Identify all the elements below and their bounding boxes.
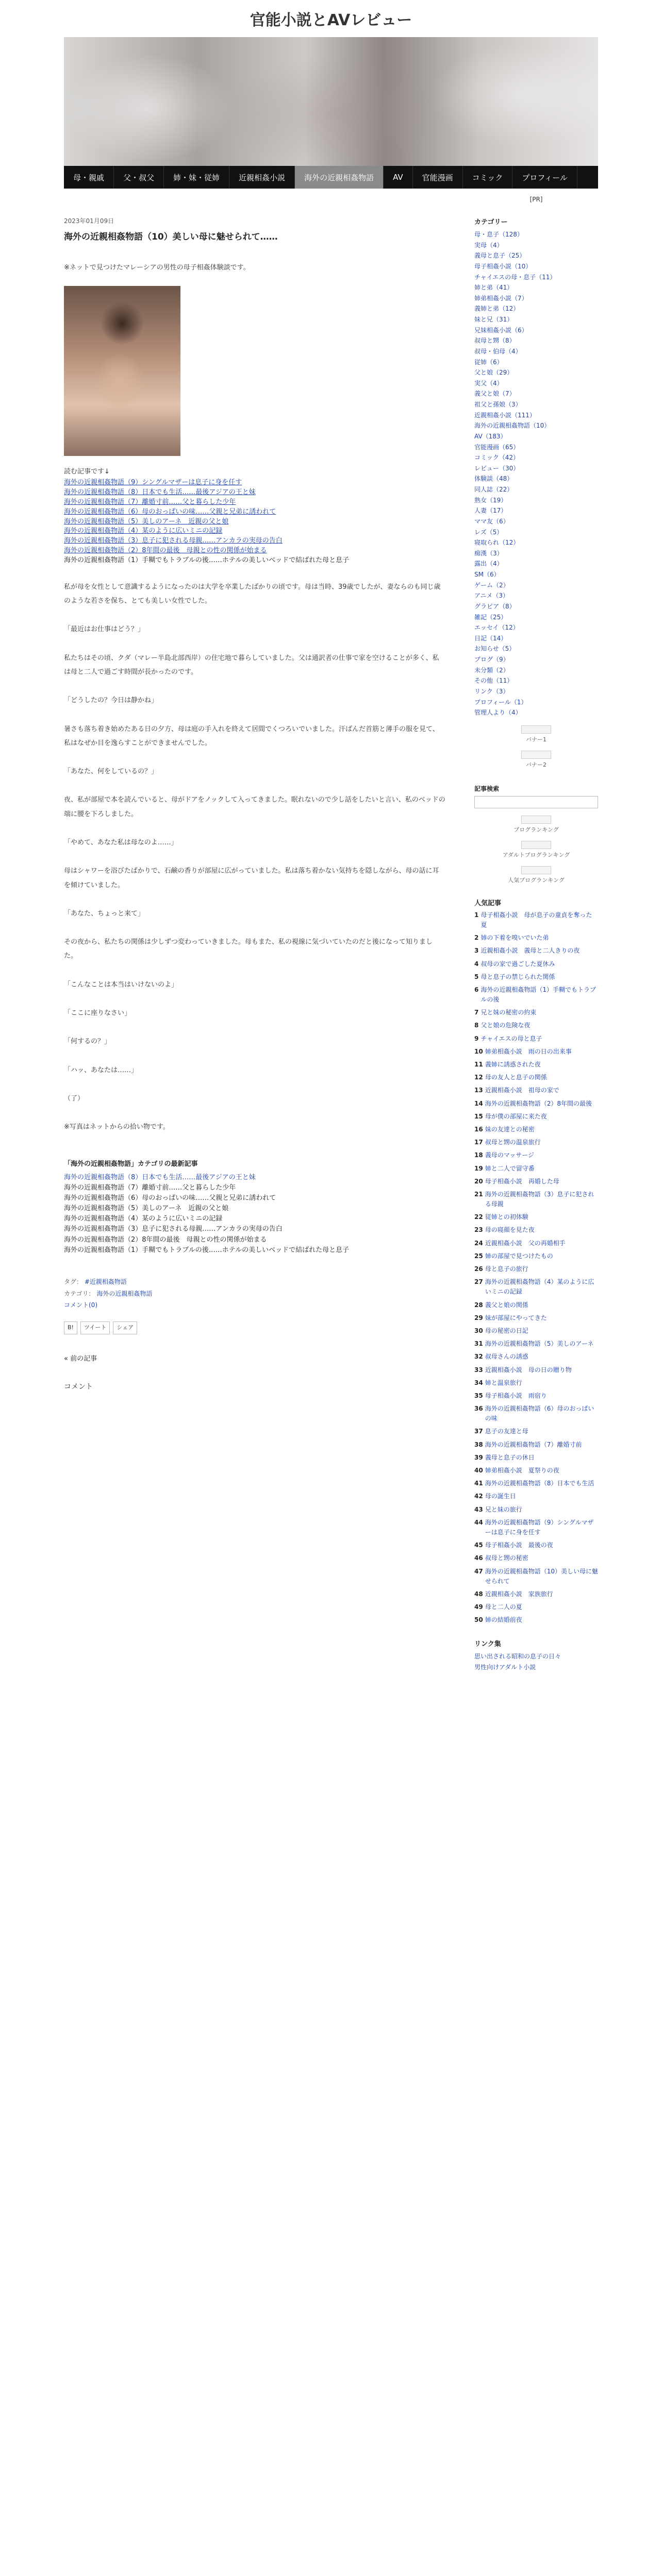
category-item[interactable]: 同人誌（22） [474, 486, 514, 493]
ranking-item[interactable] [474, 910, 598, 930]
rank-title: 近親相姦小説 母の日の贈り物 [485, 1366, 572, 1374]
ranking-item[interactable] [474, 959, 598, 969]
rank-title: 母子相姦小説 母が息子の童貞を奪った夏 [481, 911, 592, 928]
category-item[interactable]: 日記（14） [474, 634, 507, 642]
rank-title: 母の寝顔を見た夜 [485, 1226, 535, 1234]
ranking-item[interactable] [474, 1427, 598, 1436]
rank-title: 妹の友達との秘密 [485, 1125, 535, 1133]
end-mark: （了） [64, 1094, 85, 1103]
ranking-list [474, 910, 598, 1625]
body-paragraph: 母はシャワーを浴びたばかりで、石鹸の香りが部屋に広がっていました。私は落ち着かない気持ちを隠しながら、母の話に耳を傾けていました。 [64, 867, 439, 889]
rank-number: 15 [474, 1112, 483, 1120]
rank-title: 義父と娘の関係 [485, 1301, 528, 1309]
ranking-item[interactable] [474, 1313, 598, 1323]
nav-item[interactable]: プロフィール [512, 166, 577, 189]
nav-item[interactable]: 近親相姦小説 [229, 166, 295, 189]
ranking-item[interactable] [474, 1138, 598, 1147]
rank-title: 海外の近親相姦物語（6）母のおっぱいの味 [485, 1405, 594, 1422]
rank-title: 妹が部屋にやってきた [485, 1314, 547, 1321]
ranking-item[interactable] [474, 933, 598, 943]
ad-label: アダルトブログランキング [502, 851, 570, 858]
ranking-item[interactable] [474, 1540, 598, 1550]
rank-title: 海外の近親相姦物語（5）美しのアーネ [485, 1340, 594, 1348]
rank-number: 9 [474, 1035, 479, 1042]
rank-number: 18 [474, 1151, 483, 1159]
ranking-item[interactable] [474, 1264, 598, 1274]
ranking-ads [474, 816, 598, 884]
related-links [64, 1173, 445, 1256]
rank-number: 5 [474, 973, 479, 980]
category-item[interactable]: 実父（4） [474, 379, 503, 387]
ranking-item[interactable] [474, 1391, 598, 1401]
nav-item[interactable]: コミック [463, 166, 513, 189]
related-link[interactable]: 海外の近親相姦物語（6）母のおっぱいの味……父親と兄弟に誘われて [64, 1194, 276, 1202]
rank-number: 12 [474, 1074, 483, 1081]
rank-number: 14 [474, 1099, 483, 1107]
rank-number: 34 [474, 1379, 483, 1386]
rank-title: 近親相姦小説 義母と二人きりの夜 [481, 947, 580, 955]
ranking-heading: 人気記事 [474, 899, 502, 907]
rank-title: 父と娘の危険な夜 [481, 1022, 531, 1029]
search-input[interactable] [474, 796, 598, 808]
related-link[interactable]: 海外の近親相姦物語（4）某のように広いミニの記録 [64, 1215, 223, 1223]
links-heading: リンク集 [474, 1640, 501, 1649]
prev-post-link[interactable]: « 前の記事 [64, 1355, 97, 1363]
ranking-item[interactable] [474, 1615, 598, 1625]
ranking-item[interactable] [474, 1008, 598, 1018]
rank-number: 27 [474, 1278, 483, 1286]
dialogue-line: 「何するの？」 [64, 1038, 111, 1046]
ranking-item[interactable] [474, 1190, 598, 1209]
rank-number: 42 [474, 1493, 483, 1500]
category-item[interactable]: コミック（42） [474, 454, 520, 462]
rank-number: 26 [474, 1265, 483, 1273]
rank-number: 8 [474, 1022, 479, 1029]
banner-image [521, 725, 551, 734]
site-title[interactable]: 官能小説とAVレビュー [250, 11, 412, 29]
rank-number: 43 [474, 1505, 483, 1513]
rank-title: 母子相姦小説 最後の夜 [485, 1541, 553, 1549]
related-link[interactable]: 海外の近親相姦物語（3）息子に犯される母親……アンカラの実母の告白 [64, 1225, 283, 1233]
rank-number: 7 [474, 1009, 479, 1016]
ranking-item[interactable] [474, 1589, 598, 1599]
category-item[interactable]: 海外の近親相姦物語（10） [474, 422, 551, 430]
rank-number: 21 [474, 1190, 483, 1198]
rank-number: 22 [474, 1213, 483, 1221]
banner-label: バナー1 [526, 736, 547, 743]
series-toc [64, 467, 445, 565]
related-heading[interactable]: 「海外の近親相姦物語」カテゴリの最新記事 [64, 1160, 198, 1168]
rank-title: 海外の近親相姦物語（7）離婚寸前 [485, 1440, 582, 1448]
ranking-item[interactable] [474, 1567, 598, 1586]
rank-title: 母子相姦小説 雨宿り [485, 1392, 547, 1399]
ranking-item[interactable] [474, 1212, 598, 1222]
post-meta [64, 1276, 445, 1334]
category-item[interactable]: 未分類（2） [474, 666, 509, 674]
rank-title: 姉の下着を嗅いでいた弟 [481, 934, 549, 942]
category-item[interactable]: 実母（4） [474, 241, 503, 249]
nav-item[interactable]: 父・叔父 [114, 166, 164, 189]
category-item[interactable]: 姉弟相姦小説（7） [474, 294, 528, 302]
rank-title: 兄と妹の旅行 [485, 1505, 522, 1513]
rank-number: 44 [474, 1518, 483, 1526]
rank-number: 11 [474, 1061, 483, 1068]
rank-number: 38 [474, 1440, 483, 1448]
ranking-item[interactable] [474, 1378, 598, 1388]
comment-section-label: コメント [64, 1383, 93, 1392]
rank-title: 姉と二人で留守番 [485, 1164, 535, 1172]
banner-label: バナー2 [526, 761, 547, 768]
rank-number: 32 [474, 1353, 483, 1361]
ad-image [521, 841, 551, 849]
ranking-item[interactable] [474, 1060, 598, 1070]
ranking-item[interactable] [474, 1505, 598, 1515]
category-item[interactable]: レズ（5） [474, 528, 503, 536]
body-paragraph: その夜から、私たちの関係は少しずつ変わっていきました。母もまた、私の視線に気づいていたのだと後になって知りました。 [64, 938, 433, 960]
rank-number: 33 [474, 1366, 483, 1374]
ad-label: ブログランキング [514, 826, 559, 833]
nav-item[interactable]: 官能漫画 [413, 166, 463, 189]
ranking-item[interactable] [474, 1365, 598, 1375]
category-item[interactable]: 母子相姦小説（10） [474, 262, 532, 270]
rank-title: 叔母と甥の秘密 [485, 1554, 528, 1562]
category-item[interactable]: 寝取られ（12） [474, 539, 520, 547]
nav-item[interactable]: 姉・妹・従姉 [164, 166, 229, 189]
rank-title: 母と息子の禁じられた関係 [481, 973, 555, 980]
category-item[interactable]: プロフィール（1） [474, 698, 527, 706]
rank-title: 母と二人の夏 [485, 1603, 522, 1611]
share-button[interactable]: シェア [113, 1321, 137, 1334]
ranking-item[interactable] [474, 1440, 598, 1450]
rank-title: 義姉に誘惑された夜 [485, 1061, 541, 1068]
category-row [64, 1288, 445, 1300]
toc-link[interactable]: 海外の近親相姦物語（9）シングルマザーは息子に身を任す [64, 479, 242, 487]
rank-title: 息子の友達と母 [485, 1428, 528, 1435]
rank-title: 海外の近親相姦物語（4）某のように広いミニの記録 [485, 1278, 594, 1296]
category-item[interactable]: 叔母・伯母（4） [474, 347, 522, 355]
ranking-item[interactable] [474, 1047, 598, 1057]
ranking-item[interactable] [474, 1125, 598, 1134]
dialogue-line: 「あなた、何をしているの？」 [64, 768, 158, 776]
category-item[interactable]: 義父と娘（7） [474, 390, 516, 398]
ad-label: 人気ブログランキング [508, 876, 565, 884]
sidebar-pr-label: [PR] [529, 196, 543, 203]
ranking-item[interactable] [474, 1150, 598, 1160]
dialogue-line: 「ここに座りなさい」 [64, 1009, 131, 1018]
rank-title: 姉の結婚前夜 [485, 1616, 522, 1624]
ranking-item[interactable] [474, 1021, 598, 1030]
rank-number: 25 [474, 1252, 483, 1260]
rank-number: 20 [474, 1177, 483, 1185]
rank-title: 海外の近親相姦物語（3）息子に犯される母親 [485, 1190, 594, 1208]
rank-title: 義母と息子の休日 [485, 1453, 535, 1461]
search-heading: 記事検索 [474, 785, 500, 792]
rank-title: 母の秘密の日記 [485, 1327, 528, 1334]
global-nav [64, 166, 598, 189]
rank-number: 10 [474, 1047, 483, 1055]
category-item[interactable]: 管理人より（4） [474, 709, 522, 717]
toc-link[interactable]: 海外の近親相姦物語（7）離婚寸前……父と暮らした少年 [64, 498, 236, 506]
post-image [64, 286, 180, 456]
rank-number: 47 [474, 1567, 483, 1575]
category-item[interactable]: グラビア（8） [474, 602, 516, 610]
ranking-item[interactable] [474, 1225, 598, 1235]
toc-link: 海外の近親相姦物語（1）手糊でもトラブルの後……ホテルの美しいベッドで結ばれた母と息子 [64, 556, 350, 564]
rank-number: 24 [474, 1239, 483, 1247]
ranking-item[interactable] [474, 1177, 598, 1187]
rank-number: 4 [474, 960, 479, 968]
ranking-ad[interactable] [474, 816, 598, 834]
rank-number: 2 [474, 934, 479, 942]
body-paragraph: 私が母を女性として意識するようになったのは大学を卒業したばかりの頃です。母は当時、39歳でしたが、妻ならのも同じ歳のような若さを保ち、とても美しい女性でした。 [64, 583, 441, 605]
toc-link[interactable]: 海外の近親相姦物語（3）息子に犯される母親……アンカラの実母の告白 [64, 537, 283, 545]
related-link[interactable]: 海外の近親相姦物語（2）8年間の最後 母親との性の関係が始まる [64, 1235, 267, 1244]
toc-heading: 読む記事です↓ [64, 468, 110, 476]
ranking-item[interactable] [474, 1479, 598, 1488]
post-date: 2023年01月09日 [64, 217, 114, 225]
rank-number: 46 [474, 1554, 483, 1562]
related-link[interactable]: 海外の近親相姦物語（1）手糊でもトラブルの後……ホテルの美しいベッドで結ばれた母と息子 [64, 1246, 350, 1254]
nav-item[interactable]: 海外の近親相姦物語 [295, 166, 384, 189]
ranking-item[interactable] [474, 1466, 598, 1476]
toc-link[interactable]: 海外の近親相姦物語（6）母のおっぱいの味……父親と兄弟に誘われて [64, 507, 276, 516]
body-paragraph: 私たちはその頃、クダ（マレー半島北部西岸）の住宅地で暮らしていました。父は通訳者の仕事で家を空けることが多く、私は母と二人で過ごす時間が長かったのです。 [64, 654, 439, 676]
rank-number: 50 [474, 1616, 483, 1624]
rank-number: 48 [474, 1590, 483, 1598]
rank-title: 姉弟相姦小説 雨の日の出来事 [485, 1047, 572, 1055]
ranking-item[interactable] [474, 1034, 598, 1044]
rank-number: 49 [474, 1603, 483, 1611]
toc-link[interactable]: 海外の近親相姦物語（8）日本でも生活……最後アジアの王と妹 [64, 488, 256, 496]
category-item[interactable]: レビュー（30） [474, 464, 520, 472]
ranking-item[interactable] [474, 1300, 598, 1310]
related-link[interactable]: 海外の近親相姦物語（5）美しのアーネ 近親の父と娘 [64, 1205, 229, 1213]
category-item[interactable]: 露出（4） [474, 560, 503, 568]
ranking-item[interactable] [474, 1453, 598, 1463]
rank-number: 36 [474, 1405, 483, 1413]
ranking-item[interactable] [474, 972, 598, 982]
rank-number: 28 [474, 1301, 483, 1309]
comment-count-link[interactable]: コメント(0) [64, 1301, 97, 1309]
category-item[interactable]: エッセイ（12） [474, 624, 519, 632]
category-item[interactable]: 近親相姦小説（111） [474, 411, 536, 419]
category-item[interactable]: SM（6） [474, 571, 500, 578]
ranking-item[interactable] [474, 1164, 598, 1174]
dialogue-line: 「あなた、ちょっと来て」 [64, 909, 145, 918]
ranking-item[interactable] [474, 985, 598, 1005]
rank-title: 叔母さんの誘惑 [485, 1353, 528, 1361]
ad-image [521, 866, 551, 874]
rank-number: 13 [474, 1087, 483, 1094]
category-item[interactable]: 義姉と弟（12） [474, 305, 520, 313]
tags-label: タグ： [64, 1278, 83, 1285]
ranking-item[interactable] [474, 1239, 598, 1248]
rank-title: 海外の近親相姦物語（2）8年間の最後 [485, 1099, 592, 1107]
category-item[interactable]: 従姉（6） [474, 358, 503, 366]
related-link[interactable]: 海外の近親相姦物語（8）日本でも生活……最後アジアの王と妹 [64, 1173, 256, 1181]
category-item[interactable]: 人妻（17） [474, 507, 507, 515]
body-paragraph: 夜、私が部屋で本を読んでいると、母がドアをノックして入ってきました。眠れないので少し話をしたいと言い、私のベッドの端に腰を下ろしました。 [64, 796, 445, 818]
rank-title: 近親相姦小説 家族旅行 [485, 1590, 553, 1598]
tag-link[interactable]: #近親相姦物語 [84, 1278, 127, 1285]
ranking-item[interactable] [474, 1352, 598, 1362]
rank-number: 40 [474, 1467, 483, 1474]
intro-note: ※ネットで見つけたマレーシアの男性の母子相姦体験談です。 [64, 264, 250, 272]
ranking-item[interactable] [474, 1404, 598, 1423]
post-body [64, 580, 445, 1077]
ranking-item[interactable] [474, 1492, 598, 1501]
dialogue-line: 「こんなことは本当はいけないのよ」 [64, 980, 178, 989]
header-banner-image [64, 37, 598, 166]
category-item[interactable]: 母・息子（128） [474, 231, 523, 238]
rank-number: 31 [474, 1340, 483, 1348]
sidebar-banner[interactable] [474, 751, 598, 769]
ranking-ad[interactable] [474, 841, 598, 859]
link-list [474, 1651, 598, 1672]
share-buttons [64, 1321, 445, 1334]
main-column [64, 196, 445, 1392]
ranking-item[interactable] [474, 1602, 598, 1612]
category-item[interactable]: チャイエスの母・息子（11） [474, 273, 556, 281]
rank-number: 3 [474, 947, 479, 955]
dialogue-line: 「やめて、あなた私は母なのよ……」 [64, 839, 178, 846]
rank-title: 義母のマッサージ [485, 1151, 534, 1159]
body-paragraph: 暑さも落ち着き始めたある日の夕方、母は庭の手入れを終えて居間でくつろいでいました。汗ばんだ首筋と薄手の服を見て、私はなぜか目を逸らすことができませんでした。 [64, 725, 439, 747]
rank-number: 19 [474, 1164, 483, 1172]
category-item[interactable]: AV（183） [474, 432, 507, 440]
rank-title: 姉と温泉旅行 [485, 1379, 522, 1386]
rank-title: 母子相姦小説 再婚した母 [485, 1177, 559, 1185]
rank-number: 29 [474, 1314, 483, 1321]
category-item[interactable]: 痴漢（3） [474, 549, 503, 557]
sidebar [474, 196, 598, 1673]
rank-title: 海外の近親相姦物語（8）日本でも生活 [485, 1480, 594, 1487]
toc-links [64, 478, 445, 566]
rank-title: 母と息子の旅行 [485, 1265, 528, 1273]
rank-number: 17 [474, 1139, 483, 1146]
category-item[interactable]: 妹と兄（31） [474, 316, 514, 323]
toc-link[interactable]: 海外の近親相姦物語（4）某のように広いミニの記録 [64, 527, 223, 535]
ranking-item[interactable] [474, 1086, 598, 1095]
rank-title: 母の友人と息子の関係 [485, 1074, 547, 1081]
category-item[interactable]: ゲーム（2） [474, 581, 509, 589]
category-item[interactable]: 義母と息子（25） [474, 252, 526, 260]
rank-title: 叔母と甥の温泉旅行 [485, 1139, 541, 1146]
link-item[interactable]: 男性向けアダルト小説 [474, 1664, 536, 1671]
post-title[interactable]: 海外の近親相姦物語（10）美しい母に魅せられて…… [64, 232, 278, 242]
rank-number: 35 [474, 1392, 483, 1399]
rank-title: 近親相姦小説 父の再婚相手 [485, 1239, 566, 1247]
category-item[interactable]: ブログ（9） [474, 656, 509, 663]
related-link[interactable]: 海外の近親相姦物語（7）離婚寸前……父と暮らした少年 [64, 1183, 236, 1192]
rank-title: 近親相姦小説 祖母の家で [485, 1087, 559, 1094]
photo-note: ※写真はネットからの拾い物です。 [64, 1123, 170, 1131]
rank-number: 16 [474, 1125, 483, 1133]
category-item[interactable]: 叔母と甥（8） [474, 337, 516, 345]
category-item[interactable]: 官能漫画（65） [474, 443, 520, 451]
category-label: カテゴリ： [64, 1290, 95, 1297]
ranking-item[interactable] [474, 1518, 598, 1537]
category-item[interactable]: リンク（3） [474, 687, 509, 695]
ranking-item[interactable] [474, 1073, 598, 1082]
ranking-item[interactable] [474, 1112, 598, 1122]
ranking-item[interactable] [474, 1339, 598, 1349]
tags-row [64, 1276, 445, 1288]
ranking-item[interactable] [474, 1553, 598, 1563]
category-item[interactable]: 体験談（48） [474, 475, 514, 483]
related-posts [64, 1159, 445, 1256]
ranking-item[interactable] [474, 946, 598, 956]
rank-number: 45 [474, 1541, 483, 1549]
ranking-item[interactable] [474, 1326, 598, 1336]
rank-title: 母の誕生日 [485, 1493, 516, 1500]
sidebar-banners [474, 725, 598, 769]
rank-title: 海外の近親相姦物語（9）シングルマザーは息子に身を任す [485, 1518, 594, 1536]
toc-link[interactable]: 海外の近親相姦物語（2）8年間の最後 母親との性の関係が始まる [64, 547, 267, 555]
category-item[interactable]: アニメ（3） [474, 592, 509, 600]
rank-title: 海外の近親相姦物語（10）美しい母に魅せられて [485, 1567, 598, 1585]
ad-image [521, 816, 551, 824]
rank-title: 兄と妹の秘密の約束 [481, 1009, 537, 1016]
rank-title: 叔母の家で過ごした夏休み [481, 960, 555, 968]
rank-title: 母が僕の部屋に来た夜 [485, 1112, 547, 1120]
rank-number: 6 [474, 986, 479, 993]
rank-title: 姉弟相姦小説 夏祭りの夜 [485, 1467, 559, 1474]
rank-title: 海外の近親相姦物語（1）手糊でもトラブルの後 [481, 986, 596, 1004]
ranking-item[interactable] [474, 1099, 598, 1109]
category-item[interactable]: 兄妹相姦小説（6） [474, 326, 528, 334]
category-item[interactable]: 父と娘（29） [474, 369, 514, 377]
link-item[interactable]: 思い出される昭和の息子の日々 [474, 1653, 561, 1660]
dialogue-line: 「ハッ、あなたは……」 [64, 1066, 138, 1074]
category-link[interactable]: 海外の近親相姦物語 [96, 1290, 153, 1297]
ranking-ad[interactable] [474, 866, 598, 884]
rank-number: 1 [474, 911, 479, 919]
ranking-item[interactable] [474, 1277, 598, 1297]
rank-number: 30 [474, 1327, 483, 1334]
nav-item[interactable]: AV [384, 166, 413, 189]
toc-link[interactable]: 海外の近親相姦物語（5）美しのアーネ 近親の父と娘 [64, 517, 229, 526]
ranking-item[interactable] [474, 1251, 598, 1261]
banner-image [521, 751, 551, 759]
rank-title: チャイエスの母と息子 [481, 1035, 542, 1042]
sidebar-banner[interactable] [474, 725, 598, 743]
rank-number: 23 [474, 1226, 483, 1234]
rank-number: 37 [474, 1428, 483, 1435]
category-item[interactable]: ママ友（6） [474, 517, 509, 525]
rank-number: 41 [474, 1480, 483, 1487]
category-item[interactable]: 熟女（19） [474, 496, 507, 504]
nav-item[interactable]: 母・親戚 [64, 166, 114, 189]
dialogue-line: 「どうしたの？今日は静かね」 [64, 697, 158, 705]
categories-heading: カテゴリー [474, 218, 508, 226]
category-item[interactable]: 雑記（25） [474, 613, 507, 621]
category-item[interactable]: 祖父と孫娘（3） [474, 401, 522, 408]
rank-number: 39 [474, 1453, 483, 1461]
category-item[interactable]: その他（11） [474, 677, 514, 685]
share-button[interactable]: B! [64, 1321, 77, 1334]
rank-title: 姉の部屋で見つけたもの [485, 1252, 553, 1260]
category-item[interactable]: 姉と弟（41） [474, 284, 514, 292]
rank-title: 従姉との初体験 [485, 1213, 528, 1221]
share-button[interactable]: ツイート [80, 1321, 110, 1334]
category-list [474, 229, 598, 718]
category-item[interactable]: お知らせ（5） [474, 645, 516, 653]
dialogue-line: 「最近はお仕事はどう？」 [64, 625, 145, 634]
